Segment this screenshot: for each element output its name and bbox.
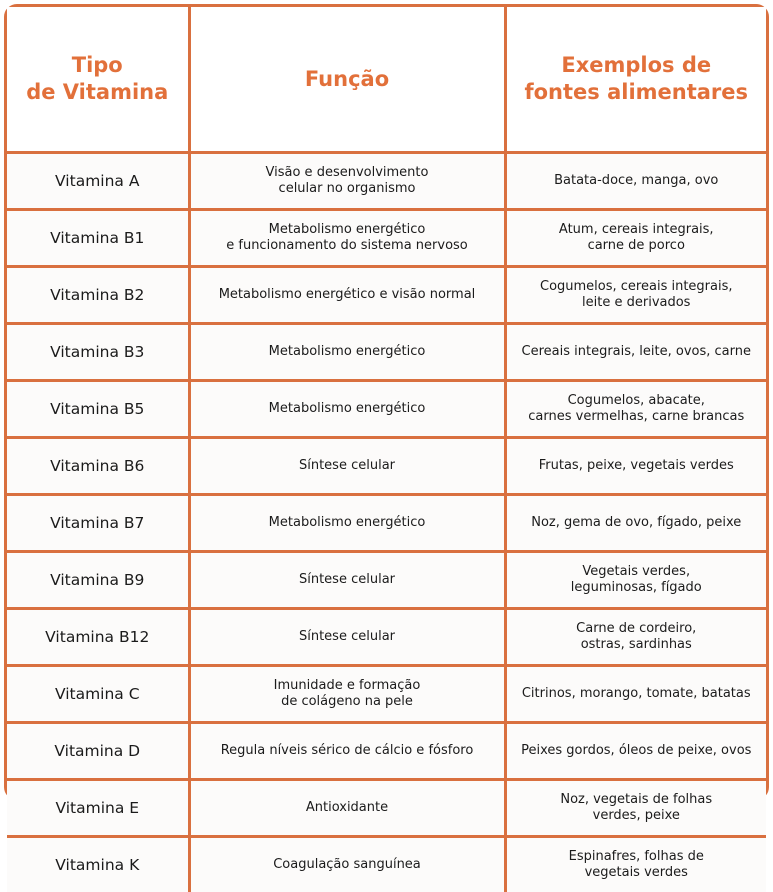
cell-function-line: Coagulação sanguínea bbox=[198, 857, 497, 873]
table-row bbox=[7, 495, 766, 552]
cell-food-sources bbox=[505, 438, 766, 495]
cell-vitamin-type: Vitamina B1 bbox=[7, 210, 189, 267]
cell-function-line: Metabolismo energético bbox=[198, 344, 497, 360]
cell-vitamin-type: Vitamina E bbox=[7, 780, 189, 837]
column-header-exemplos bbox=[505, 7, 766, 153]
cell-food-sources bbox=[505, 666, 766, 723]
cell-food-sources bbox=[505, 153, 766, 210]
cell-food-sources bbox=[505, 552, 766, 609]
table-row bbox=[7, 438, 766, 495]
cell-food-sources bbox=[505, 381, 766, 438]
cell-function-line: Regula níveis sérico de cálcio e fósforo bbox=[198, 743, 497, 759]
cell-food-sources-line: Atum, cereais integrais, bbox=[514, 222, 760, 238]
cell-food-sources-line: verdes, peixe bbox=[514, 808, 760, 824]
cell-vitamin-type: Vitamina B2 bbox=[7, 267, 189, 324]
column-header-funcao bbox=[189, 7, 505, 153]
cell-vitamin-type: Vitamina K bbox=[7, 837, 189, 892]
cell-function bbox=[189, 552, 505, 609]
cell-function-line: Síntese celular bbox=[198, 629, 497, 645]
column-header-tipo bbox=[7, 7, 189, 153]
cell-food-sources bbox=[505, 837, 766, 892]
column-header-line: Tipo bbox=[13, 52, 182, 79]
cell-food-sources-line: carne de porco bbox=[514, 238, 760, 254]
cell-function bbox=[189, 324, 505, 381]
column-header-line: Função bbox=[197, 66, 498, 93]
cell-function-line: Imunidade e formação bbox=[198, 678, 497, 694]
cell-vitamin-type: Vitamina C bbox=[7, 666, 189, 723]
table-row bbox=[7, 210, 766, 267]
table-row bbox=[7, 609, 766, 666]
cell-food-sources bbox=[505, 495, 766, 552]
column-header-line: Exemplos de bbox=[513, 52, 761, 79]
cell-food-sources-line: Cogumelos, cereais integrais, bbox=[514, 279, 760, 295]
cell-function bbox=[189, 666, 505, 723]
column-header-line: fontes alimentares bbox=[513, 79, 761, 106]
header-row bbox=[7, 7, 766, 153]
cell-function-line: Metabolismo energético bbox=[198, 515, 497, 531]
cell-vitamin-type: Vitamina B3 bbox=[7, 324, 189, 381]
cell-food-sources-line: Frutas, peixe, vegetais verdes bbox=[514, 458, 760, 474]
column-header-line: de Vitamina bbox=[13, 79, 182, 106]
table-row bbox=[7, 267, 766, 324]
cell-vitamin-type: Vitamina A bbox=[7, 153, 189, 210]
cell-function bbox=[189, 381, 505, 438]
cell-food-sources bbox=[505, 267, 766, 324]
cell-food-sources-line: Noz, gema de ovo, fígado, peixe bbox=[514, 515, 760, 531]
cell-function bbox=[189, 723, 505, 780]
cell-function-line: Síntese celular bbox=[198, 572, 497, 588]
cell-vitamin-type: Vitamina B7 bbox=[7, 495, 189, 552]
cell-function-line: Visão e desenvolvimento bbox=[198, 165, 497, 181]
cell-food-sources-line: Carne de cordeiro, bbox=[514, 621, 760, 637]
cell-food-sources-line: leguminosas, fígado bbox=[514, 580, 760, 596]
table-row bbox=[7, 552, 766, 609]
cell-function-line: Metabolismo energético e visão normal bbox=[198, 287, 497, 303]
cell-vitamin-type: Vitamina B6 bbox=[7, 438, 189, 495]
table-row bbox=[7, 324, 766, 381]
cell-function-line: Metabolismo energético bbox=[198, 222, 497, 238]
table-row bbox=[7, 666, 766, 723]
cell-vitamin-type: Vitamina B5 bbox=[7, 381, 189, 438]
cell-function bbox=[189, 267, 505, 324]
cell-food-sources-line: Citrinos, morango, tomate, batatas bbox=[514, 686, 760, 702]
table-header bbox=[7, 7, 766, 153]
cell-food-sources bbox=[505, 723, 766, 780]
cell-food-sources-line: ostras, sardinhas bbox=[514, 637, 760, 653]
cell-function-line: Síntese celular bbox=[198, 458, 497, 474]
table-row bbox=[7, 381, 766, 438]
cell-function bbox=[189, 438, 505, 495]
cell-food-sources-line: Cogumelos, abacate, bbox=[514, 393, 760, 409]
cell-food-sources-line: Batata-doce, manga, ovo bbox=[514, 173, 760, 189]
table-body bbox=[7, 153, 766, 892]
cell-function-line: Metabolismo energético bbox=[198, 401, 497, 417]
cell-function bbox=[189, 210, 505, 267]
cell-food-sources-line: Noz, vegetais de folhas bbox=[514, 792, 760, 808]
cell-function-line: celular no organismo bbox=[198, 181, 497, 197]
cell-function-line: Antioxidante bbox=[198, 800, 497, 816]
cell-food-sources-line: Espinafres, folhas de bbox=[514, 849, 760, 865]
cell-vitamin-type: Vitamina B12 bbox=[7, 609, 189, 666]
cell-food-sources-line: Peixes gordos, óleos de peixe, ovos bbox=[514, 743, 760, 759]
cell-food-sources-line: carnes vermelhas, carne brancas bbox=[514, 409, 760, 425]
cell-function bbox=[189, 495, 505, 552]
cell-function bbox=[189, 780, 505, 837]
table-row bbox=[7, 153, 766, 210]
cell-function-line: de colágeno na pele bbox=[198, 694, 497, 710]
cell-food-sources bbox=[505, 210, 766, 267]
cell-food-sources bbox=[505, 609, 766, 666]
cell-function bbox=[189, 837, 505, 892]
cell-function bbox=[189, 153, 505, 210]
vitamins-table bbox=[7, 7, 766, 892]
cell-function-line: e funcionamento do sistema nervoso bbox=[198, 238, 497, 254]
table-row bbox=[7, 780, 766, 837]
vitamins-table-container bbox=[4, 4, 769, 800]
cell-food-sources-line: Cereais integrais, leite, ovos, carne bbox=[514, 344, 760, 360]
cell-food-sources-line: leite e derivados bbox=[514, 295, 760, 311]
cell-food-sources-line: vegetais verdes bbox=[514, 865, 760, 881]
cell-function bbox=[189, 609, 505, 666]
table-row bbox=[7, 723, 766, 780]
cell-food-sources bbox=[505, 324, 766, 381]
cell-food-sources bbox=[505, 780, 766, 837]
cell-food-sources-line: Vegetais verdes, bbox=[514, 564, 760, 580]
cell-vitamin-type: Vitamina D bbox=[7, 723, 189, 780]
table-row bbox=[7, 837, 766, 892]
cell-vitamin-type: Vitamina B9 bbox=[7, 552, 189, 609]
